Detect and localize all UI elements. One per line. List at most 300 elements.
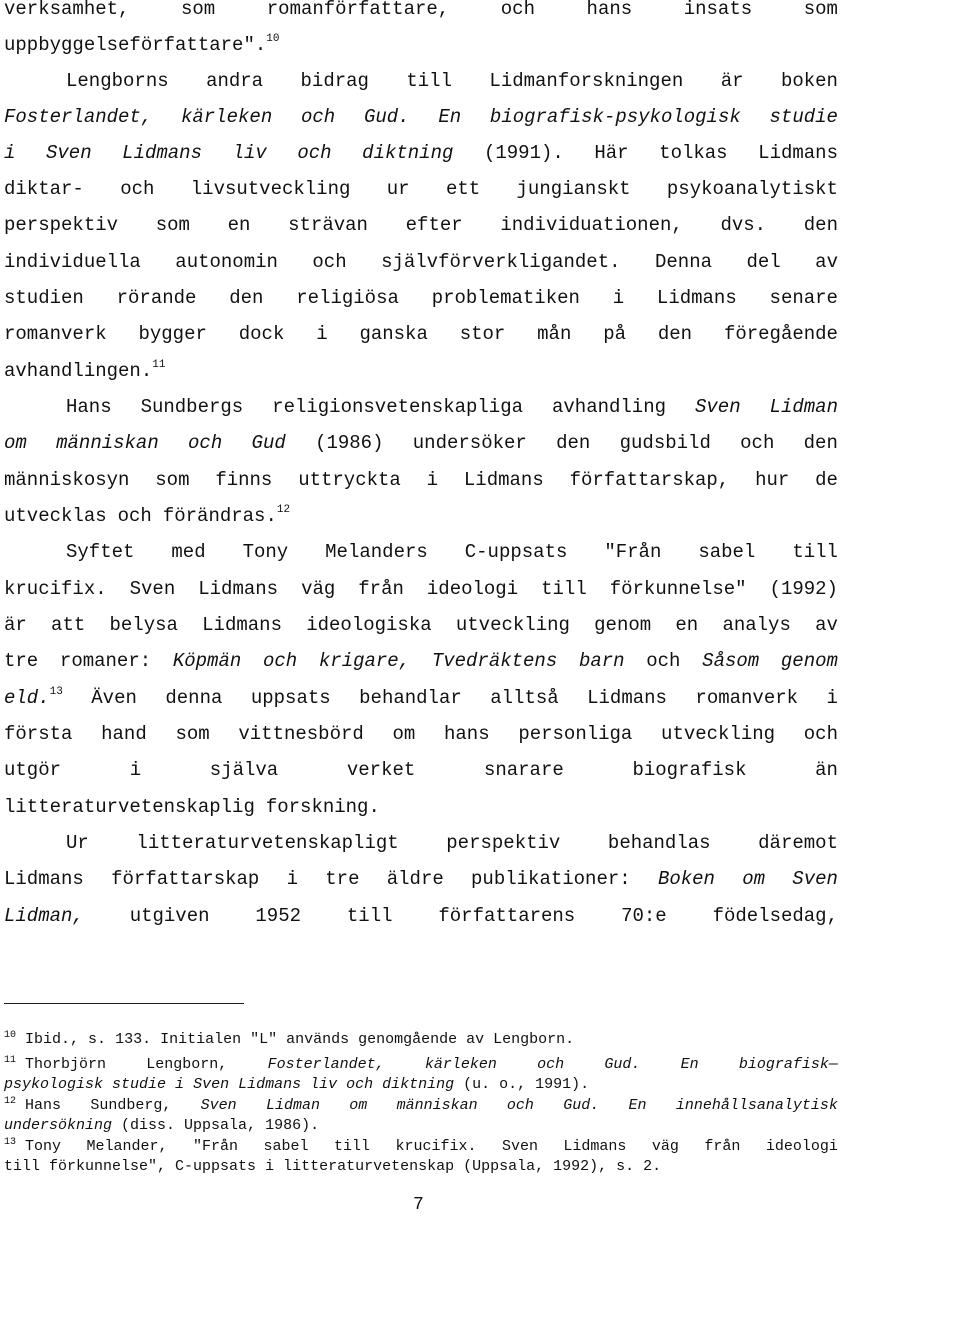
word-text: som	[803, 0, 838, 20]
word-text: Gud.	[563, 1097, 600, 1114]
text-line	[4, 752, 838, 788]
word	[349, 1096, 367, 1116]
word	[171, 534, 205, 570]
word	[490, 680, 558, 716]
word-text: livsutveckling	[190, 178, 351, 200]
word-text: o.,	[499, 1076, 527, 1093]
word-text: i	[4, 142, 16, 164]
word-text: Fosterlandet,	[267, 1056, 385, 1073]
word	[66, 389, 112, 425]
word-text: väg	[301, 578, 336, 600]
word-text: de	[815, 469, 838, 491]
word	[382, 1075, 454, 1095]
word	[620, 425, 711, 461]
word	[456, 607, 570, 643]
word	[4, 244, 141, 280]
word	[4, 1157, 40, 1177]
word	[758, 135, 838, 171]
word-text: i	[265, 1158, 275, 1175]
word-text: Lidman	[265, 1097, 320, 1114]
word-text: Lidmans	[122, 142, 202, 164]
word	[695, 680, 798, 716]
word	[463, 1075, 490, 1095]
word	[827, 680, 838, 716]
word	[188, 425, 222, 461]
word-text: ideologi	[765, 1138, 838, 1155]
word	[301, 99, 335, 135]
word-text: romanförfattare,	[266, 0, 450, 20]
word-text: (1986)	[315, 432, 384, 454]
word-text: av	[815, 251, 838, 273]
word	[792, 534, 838, 570]
word-text: den	[657, 323, 693, 345]
word	[804, 425, 838, 461]
word	[4, 462, 129, 498]
word-text: själva	[209, 759, 279, 781]
text-line	[66, 534, 838, 570]
word-text: personliga	[518, 723, 633, 745]
word-text: 133.	[115, 1031, 152, 1048]
word-text: (1991).	[483, 142, 564, 164]
word-text: En	[628, 1097, 647, 1114]
word-text: vittnesbörd	[238, 723, 364, 745]
word-text: Sven	[193, 1076, 230, 1093]
footnote-line	[4, 1075, 589, 1095]
word	[608, 825, 711, 861]
word-text: i	[612, 287, 625, 309]
word	[118, 498, 152, 534]
word	[392, 716, 415, 752]
word-text: hans	[444, 723, 490, 745]
word-text: snarare	[483, 759, 564, 781]
word	[438, 898, 575, 934]
word	[603, 316, 626, 352]
word-text: och	[117, 505, 152, 527]
word-text: uppbyggelseförfattare".	[4, 34, 267, 56]
word-text: Lidmans	[563, 1138, 627, 1155]
word-text: avhandlingen.	[4, 360, 153, 382]
word	[499, 1075, 526, 1095]
word-text: till	[406, 70, 452, 92]
word	[268, 1055, 385, 1075]
word	[579, 643, 625, 679]
word-text: boken	[780, 70, 838, 92]
word	[507, 1096, 534, 1116]
word-text: av	[815, 614, 838, 636]
word-text: tre	[4, 650, 39, 672]
word	[387, 861, 444, 897]
word-text: och	[646, 650, 681, 672]
word-text: utgiven	[129, 905, 210, 927]
word	[191, 171, 351, 207]
word-text: Lidmans	[463, 469, 544, 491]
word	[4, 135, 15, 171]
word-text: Lidmans	[4, 868, 84, 890]
word-text: barn	[578, 650, 625, 672]
word-text: på	[603, 323, 627, 345]
word	[742, 861, 765, 897]
word-text: verket	[346, 759, 416, 781]
word	[570, 462, 730, 498]
word-text: strävan	[288, 214, 368, 236]
word	[594, 135, 628, 171]
word-text: verksamhet,	[4, 0, 130, 20]
footnote-marker: 13	[4, 1137, 17, 1148]
word-text: undersöker	[412, 432, 527, 454]
word	[287, 861, 298, 897]
footnote-line	[4, 1030, 574, 1050]
text-line	[4, 571, 838, 607]
word	[657, 280, 737, 316]
word-text: människosyn	[4, 469, 130, 491]
word	[359, 680, 462, 716]
word	[553, 1157, 607, 1177]
word	[88, 1030, 106, 1050]
word-text: liv	[310, 1076, 338, 1093]
word-text: kärleken	[181, 106, 273, 128]
word-text: belysa	[109, 614, 178, 636]
word-text: Sven	[200, 1097, 237, 1114]
word	[815, 607, 838, 643]
word	[4, 1137, 61, 1157]
word	[432, 280, 580, 316]
word-text: denna	[165, 687, 223, 709]
word	[60, 643, 151, 679]
word-text: Melander,	[86, 1138, 168, 1155]
word	[229, 280, 263, 316]
word	[347, 752, 415, 788]
word	[51, 607, 85, 643]
word	[427, 571, 518, 607]
word	[804, 0, 838, 27]
word	[758, 825, 838, 861]
text-line	[4, 171, 838, 207]
word	[4, 789, 255, 825]
word	[4, 607, 27, 643]
word	[684, 0, 752, 27]
word-text: tre	[325, 868, 360, 890]
word-text: jungianskt	[516, 178, 631, 200]
word-text: romaner:	[59, 650, 152, 672]
word	[556, 425, 590, 461]
word	[610, 571, 747, 607]
word	[111, 861, 259, 897]
word-text: krucifix.	[4, 578, 107, 600]
word	[489, 63, 683, 99]
word	[160, 1030, 241, 1050]
word-text: (Uppsala,	[463, 1158, 545, 1175]
word-text: stor	[459, 323, 506, 345]
word-text: rörande	[116, 287, 197, 309]
word	[770, 280, 838, 316]
word-text: "L"	[250, 1031, 278, 1048]
word-text: Lidmans	[202, 614, 282, 636]
word	[4, 425, 27, 461]
word	[91, 680, 137, 716]
word-text: utvecklas	[4, 505, 107, 527]
word-text: och	[188, 432, 223, 454]
word-text: och	[120, 178, 155, 200]
word-text: del	[746, 251, 781, 273]
word	[155, 462, 189, 498]
word-text: kärleken	[424, 1056, 497, 1073]
word-text: Sven	[501, 1138, 538, 1155]
word	[604, 1055, 640, 1075]
word	[325, 534, 428, 570]
word	[301, 63, 369, 99]
word	[406, 63, 452, 99]
word-text: utgör	[4, 759, 62, 781]
text-line	[4, 99, 838, 135]
word	[306, 607, 431, 643]
word	[720, 207, 766, 243]
text-line	[4, 425, 838, 461]
footnote-line	[4, 1055, 838, 1075]
word-text: hand	[101, 723, 147, 745]
word-text: s.	[88, 1031, 107, 1048]
word-text: Här	[594, 142, 629, 164]
word	[238, 716, 363, 752]
word	[646, 643, 680, 679]
word-text: individuationen,	[500, 214, 683, 236]
word	[4, 27, 279, 63]
word	[146, 1055, 227, 1075]
word-text: studie	[769, 106, 838, 128]
word-text: C-uppsats	[175, 1158, 257, 1175]
word-text: ganska	[359, 323, 428, 345]
word-text: och	[312, 251, 347, 273]
word-text: däremot	[758, 832, 838, 854]
word	[658, 316, 692, 352]
word	[358, 1030, 457, 1050]
word-text: i	[316, 323, 328, 345]
word	[425, 1055, 497, 1075]
word	[815, 752, 838, 788]
word-text: tolkas	[659, 142, 728, 164]
word	[518, 716, 632, 752]
word-text: Ur	[66, 832, 89, 854]
text-line	[4, 680, 838, 716]
word	[446, 825, 560, 861]
footnote-reference: 10	[266, 33, 280, 45]
word-text: en	[675, 614, 699, 636]
word	[193, 1075, 229, 1095]
word-text: självförverkligandet.	[381, 251, 621, 273]
word	[397, 1096, 478, 1116]
word	[255, 898, 301, 934]
word	[359, 316, 427, 352]
word-text: om	[349, 1097, 368, 1114]
word-text: studie	[112, 1076, 167, 1093]
word	[632, 752, 746, 788]
word	[130, 898, 210, 934]
word	[4, 99, 152, 135]
word	[804, 207, 838, 243]
word	[286, 1030, 349, 1050]
word-text: behandlar	[359, 687, 462, 709]
word	[173, 643, 241, 679]
word	[629, 1096, 647, 1116]
word-text: "Från	[604, 541, 662, 563]
word	[4, 353, 165, 389]
word-text: första	[4, 723, 73, 745]
word	[464, 462, 544, 498]
word-text: Lidmans	[656, 287, 737, 309]
word-text: religionsvetenskapliga	[272, 396, 524, 418]
word-text: mån	[537, 323, 572, 345]
word-text: människan	[56, 432, 159, 454]
word-text: 1991).	[535, 1076, 590, 1093]
word-text: 1992),	[553, 1158, 608, 1175]
word	[724, 316, 838, 352]
word	[315, 425, 383, 461]
word	[652, 1137, 679, 1157]
word-text: andra	[206, 70, 264, 92]
word	[346, 1075, 373, 1095]
word	[471, 861, 631, 897]
word-text: problematiken	[431, 287, 580, 309]
word-text: som	[175, 723, 210, 745]
word-text: eld.	[4, 687, 50, 709]
word	[702, 643, 759, 679]
word-text: hur	[755, 469, 790, 491]
word-text: Uppsala,	[184, 1117, 257, 1134]
word	[130, 571, 176, 607]
word	[4, 680, 63, 716]
word-text: undersökning	[4, 1117, 113, 1134]
word-text: Hans	[25, 1097, 62, 1114]
word	[319, 643, 410, 679]
word-text: diktning	[362, 142, 454, 164]
word-text: Thorbjörn	[25, 1056, 107, 1073]
word	[681, 1055, 699, 1075]
word-text: analys	[722, 614, 791, 636]
word-text: sabel	[263, 1138, 309, 1155]
footnote-separator	[4, 1003, 244, 1004]
word	[298, 462, 401, 498]
word-text: dock	[238, 323, 285, 345]
word	[115, 1030, 151, 1050]
word	[746, 244, 780, 280]
word-text: Lidmans	[758, 142, 838, 164]
word	[463, 1157, 544, 1177]
word	[4, 1116, 112, 1136]
word	[4, 571, 107, 607]
word	[484, 135, 564, 171]
word-text: och	[506, 1097, 534, 1114]
word	[206, 63, 263, 99]
word	[201, 1096, 237, 1116]
word-text: Melanders	[325, 541, 428, 563]
word-text: Lidman	[769, 396, 838, 418]
word	[325, 861, 359, 897]
word	[101, 716, 147, 752]
word	[502, 1137, 538, 1157]
word-text: romanverk	[695, 687, 799, 709]
word	[427, 462, 438, 498]
word	[460, 316, 506, 352]
word-text: alltså	[490, 687, 559, 709]
word	[49, 1157, 166, 1177]
word-text: föregående	[723, 323, 838, 345]
word	[238, 1075, 301, 1095]
word	[4, 643, 38, 679]
word	[46, 135, 92, 171]
word-text: Lidmans	[587, 687, 667, 709]
word-text: och	[297, 142, 332, 164]
word-text: äldre	[386, 868, 444, 890]
word	[310, 1075, 337, 1095]
word	[4, 280, 84, 316]
word-text: till	[792, 541, 838, 563]
word-text: ideologi	[426, 578, 519, 600]
word-text: genom	[594, 614, 652, 636]
word	[552, 389, 666, 425]
word	[210, 752, 278, 788]
word-text: och	[740, 432, 775, 454]
word-text: Syftet	[66, 541, 135, 563]
text-line	[4, 898, 838, 934]
word	[301, 571, 335, 607]
word-text: av	[466, 1031, 485, 1048]
word	[541, 571, 587, 607]
word	[621, 898, 667, 934]
word	[202, 607, 282, 643]
footnote-line	[4, 1096, 838, 1116]
footnote-marker: 11	[4, 1055, 17, 1066]
word-text: Sven	[792, 868, 838, 890]
word-text: till	[4, 1158, 41, 1175]
word	[156, 207, 190, 243]
word	[215, 462, 272, 498]
text-line	[4, 353, 838, 389]
word	[4, 861, 84, 897]
text-line	[4, 498, 838, 534]
word	[675, 607, 698, 643]
text-line	[4, 280, 838, 316]
word	[704, 1137, 740, 1157]
word	[4, 1055, 106, 1075]
text-line	[4, 316, 838, 352]
word	[297, 135, 331, 171]
word-text: Lengborn.	[493, 1031, 575, 1048]
footnote-line	[4, 1157, 661, 1177]
word	[263, 1137, 308, 1157]
word	[4, 716, 72, 752]
word	[655, 244, 712, 280]
word	[141, 389, 244, 425]
word	[604, 534, 661, 570]
word-text: perspektiv	[446, 832, 561, 854]
word-text: i	[826, 687, 838, 709]
word	[721, 63, 744, 99]
word-text: Köpmän	[172, 650, 242, 672]
word-text: individuella	[4, 251, 141, 273]
word	[288, 207, 368, 243]
word-text: med	[171, 541, 206, 563]
word-text: litteraturvetenskapligt	[136, 832, 399, 854]
word	[770, 99, 838, 135]
word-text: Lengborns	[66, 70, 169, 92]
word-text: Boken	[657, 868, 715, 890]
word	[594, 607, 651, 643]
word	[165, 680, 222, 716]
word	[381, 244, 620, 280]
word	[466, 1030, 484, 1050]
word	[175, 244, 278, 280]
word-text: Ibid.,	[25, 1031, 80, 1048]
word	[698, 534, 755, 570]
